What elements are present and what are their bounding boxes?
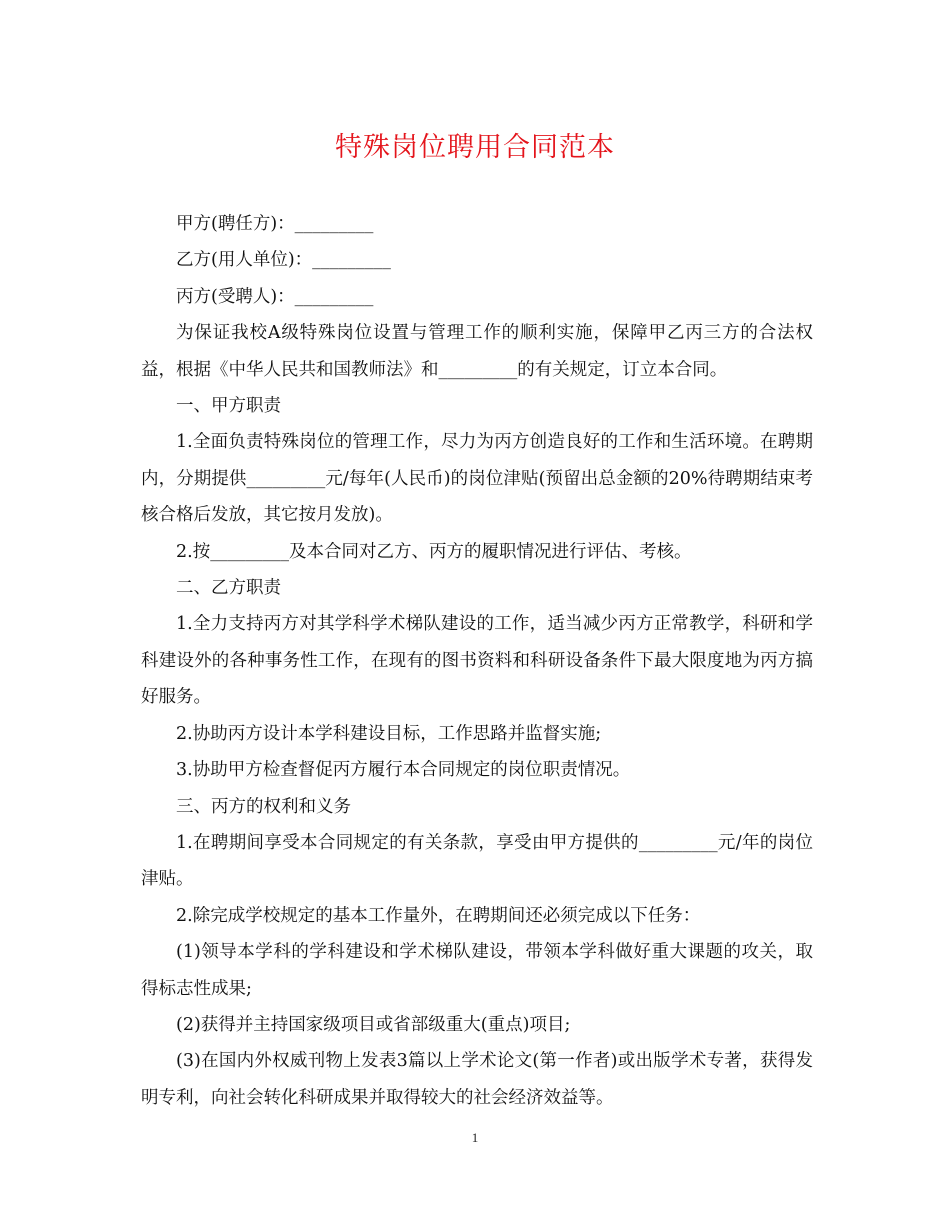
- paragraph-b-1: 1.全力支持丙方对其学科学术梯队建设的工作，适当减少丙方正常教学，科研和学科建设外的各种事务性工作，在现有的图书资料和科研设备条件下最大限度地为丙方搞好服务。: [141, 614, 813, 708]
- paragraph-c-2-1: (1)领导本学科的学科建设和学术梯队建设，带领本学科做好重大课题的攻关，取得标志性成果;: [141, 942, 813, 999]
- paragraph-party-b: 乙方(用人单位)：_________: [176, 250, 391, 271]
- section-heading-party-b-duties: 二、乙方职责: [176, 578, 281, 599]
- paragraph-c-2-3: (3)在国内外权威刊物上发表3篇以上学术论文(第一作者)或出版学术专著，获得发明专利，向社会转化科研成果并取得较大的社会经济效益等。: [141, 1051, 813, 1108]
- section-heading-party-a-duties: 一、甲方职责: [176, 396, 281, 417]
- paragraph-b-2: 2.协助丙方设计本学科建设目标，工作思路并监督实施;: [176, 723, 602, 744]
- paragraph-b-3: 3.协助甲方检查督促丙方履行本合同规定的岗位职责情况。: [176, 760, 631, 781]
- paragraph-a-1: 1.全面负责特殊岗位的管理工作，尽力为丙方创造良好的工作和生活环境。在聘期内，分期提供_________元/每年(人民币)的岗位津贴(预留出总金额的20%待聘期结束考核合格后发放，其它按月发放)。: [141, 432, 813, 526]
- paragraph-preamble: 为保证我校A级特殊岗位设置与管理工作的顺利实施，保障甲乙丙三方的合法权益，根据《中华人民共和国教师法》和_________的有关规定，订立本合同。: [141, 323, 813, 380]
- page-number: 1: [471, 1130, 479, 1145]
- paragraph-party-a: 甲方(聘任方)：_________: [176, 214, 374, 234]
- document-body: [141, 206, 813, 1116]
- paragraph-party-c: 丙方(受聘人)：_________: [176, 286, 374, 307]
- paragraph-a-2: 2.按_________及本合同对乙方、丙方的履职情况进行评估、考核。: [176, 541, 692, 562]
- document-title: 特殊岗位聘用合同范本: [335, 132, 615, 163]
- paragraph-c-2: 2.除完成学校规定的基本工作量外，在聘期间还必须完成以下任务：: [176, 905, 701, 926]
- section-heading-party-c-rights: 三、丙方的权利和义务: [176, 796, 351, 817]
- paragraph-c-1: 1.在聘期间享受本合同规定的有关条款，享受由甲方提供的_________元/年的岗位津贴。: [141, 832, 813, 890]
- paragraph-c-2-2: (2)获得并主持国家级项目或省部级重大(重点)项目;: [176, 1014, 571, 1035]
